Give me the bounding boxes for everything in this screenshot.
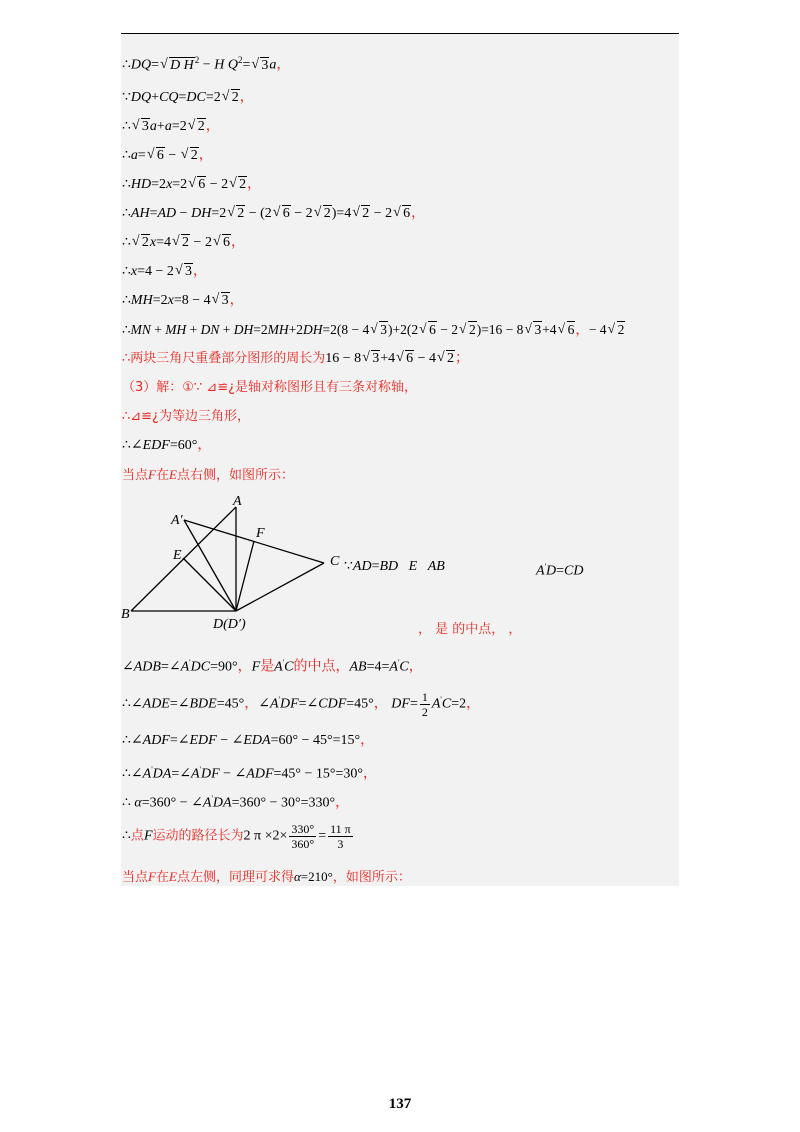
line-16b: A'D=CD <box>536 562 584 579</box>
line-17: ， 是 的中点， ， <box>418 622 522 637</box>
segment-FD <box>236 541 254 611</box>
line-20: ∴∠ADF=∠EDF − ∠EDA=60° − 45°=15°， <box>122 733 375 748</box>
line-11: ∴两块三角尺重叠部分图形的周长为16 − 8√ 3+4√ 6 − 4√ 2； <box>122 350 469 368</box>
line-2: ∵DQ+CQ=DC=2√ 2， <box>122 89 254 107</box>
line-22: ∴ α=360° − ∠A'DA=360° − 30°=330°， <box>122 794 350 811</box>
line-21: ∴∠A'DA=∠A'DF − ∠ADF=45° − 15°=30°， <box>122 765 377 782</box>
line-13: ∴⊿≌¿为等边三角形， <box>122 409 250 424</box>
label-B: B <box>121 607 130 622</box>
page-number: 137 <box>388 1096 412 1112</box>
geometry-figure <box>121 493 351 633</box>
line-16a: ∵AD=BD E AB <box>344 559 445 574</box>
line-9: ∴MH=2x=8 − 4√ 3， <box>122 292 244 310</box>
line-24: 当点F在E点左侧，同理可求得α=210°，如图所示： <box>122 869 411 885</box>
segment-CD <box>236 563 324 611</box>
label-E: E <box>173 548 182 563</box>
label-A: A <box>233 494 242 509</box>
line-23: ∴点F运动的路径长为2 π ×2× $\frac{330^\circ}{360^\circ}$ = $\frac{11 \pi}{3}$ <box>122 822 351 851</box>
label-C: C <box>330 554 340 569</box>
label-A-prime: A′ <box>171 513 183 528</box>
line-5: ∴HD=2x=2√ 6 − 2√ 2， <box>122 176 261 194</box>
line-3: ∴√ 3a+a=2√ 2， <box>122 118 220 136</box>
segment-ED <box>183 558 236 611</box>
line-1: ∴DQ=√ D $H^2 - H$ $Q^2=√$ 3a， <box>122 51 290 75</box>
line-8: ∴x=4 − 2√ 3， <box>122 263 207 281</box>
label-D: D(D′) <box>213 617 246 632</box>
line-19: ∴∠ADE=∠BDE=45°，∠A'DF=∠CDF=45°， DF= $\frac{1}{2}$ A'C=2， <box>122 690 481 719</box>
line-7: ∴√ 2x=4√ 2 − 2√ 6， <box>122 234 245 252</box>
line-4: ∴a=√ 6 − √ 2， <box>122 147 213 165</box>
line-18: ∠ADB=∠A'DC=90°，F是A'C的中点，AB=4=A'C， <box>122 658 423 675</box>
line-12: （3）解：①∵ ⊿≌¿是轴对称图形且有三条对称轴， <box>122 380 418 395</box>
line-15: 当点F在E点右侧，如图所示： <box>122 467 294 483</box>
line-6: ∴AH=AD − DH=2√ 2 − (2√ 6 − 2√ 2)=4√ 2 − 2√ 6， <box>122 205 425 223</box>
line-10: ∴MN + MH + DN + DH=2MH+2DH=2(8 − 4√ 3)+2(2√ 6 − 2√ 2)=16 − 8√ 3+4√ 6，− 4√ 2 <box>122 321 625 339</box>
line-14: ∴∠EDF=60°， <box>122 438 212 453</box>
label-F: F <box>256 526 265 541</box>
